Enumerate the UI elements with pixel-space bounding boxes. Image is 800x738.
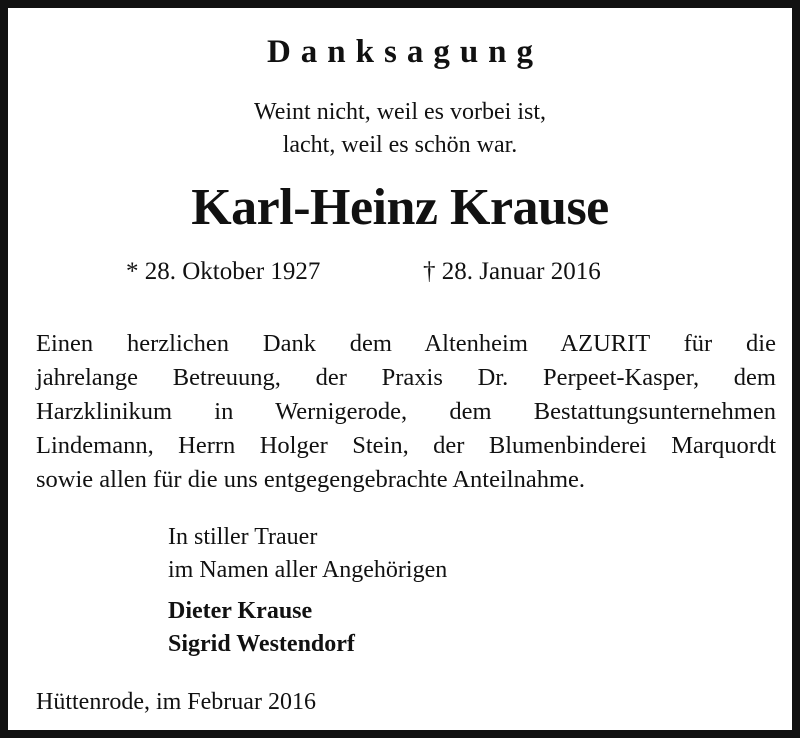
signatories — [168, 595, 355, 661]
paragraph-line: Lindemann, Herrn Holger Stein, der Blumenbinderei Marquordt — [36, 432, 776, 459]
mourning-line: In stiller Trauer — [168, 524, 318, 550]
motto-line: lacht, weil es schön war. — [282, 132, 518, 158]
motto — [8, 96, 792, 162]
paragraph-line: Einen herzlichen Dank dem Altenheim AZURIT für die — [36, 330, 776, 357]
mourning-line: im Namen aller Angehörigen — [168, 557, 448, 583]
paragraph-line: sowie allen für die uns entgegengebrachte Anteilnahme. — [36, 466, 586, 493]
signatory-name: Sigrid Westendorf — [168, 631, 355, 657]
deceased-name: Karl-Heinz Krause — [191, 179, 609, 236]
mourning-text — [168, 521, 447, 587]
birth-date: * 28. Oktober 1927 — [126, 258, 321, 285]
paragraph-line: Harzklinikum in Wernigerode, dem Bestattungsunternehmen — [36, 398, 776, 425]
signatory-name: Dieter Krause — [168, 598, 313, 624]
paragraph-line: jahrelange Betreuung, der Praxis Dr. Perpeet-Kasper, dem — [36, 364, 776, 391]
thanks-paragraph — [36, 327, 776, 497]
place-and-date: Hüttenrode, im Februar 2016 — [36, 689, 316, 715]
death-date: † 28. Januar 2016 — [423, 258, 601, 285]
motto-line: Weint nicht, weil es vorbei ist, — [253, 99, 546, 125]
notice-heading: Danksagung — [266, 34, 544, 70]
